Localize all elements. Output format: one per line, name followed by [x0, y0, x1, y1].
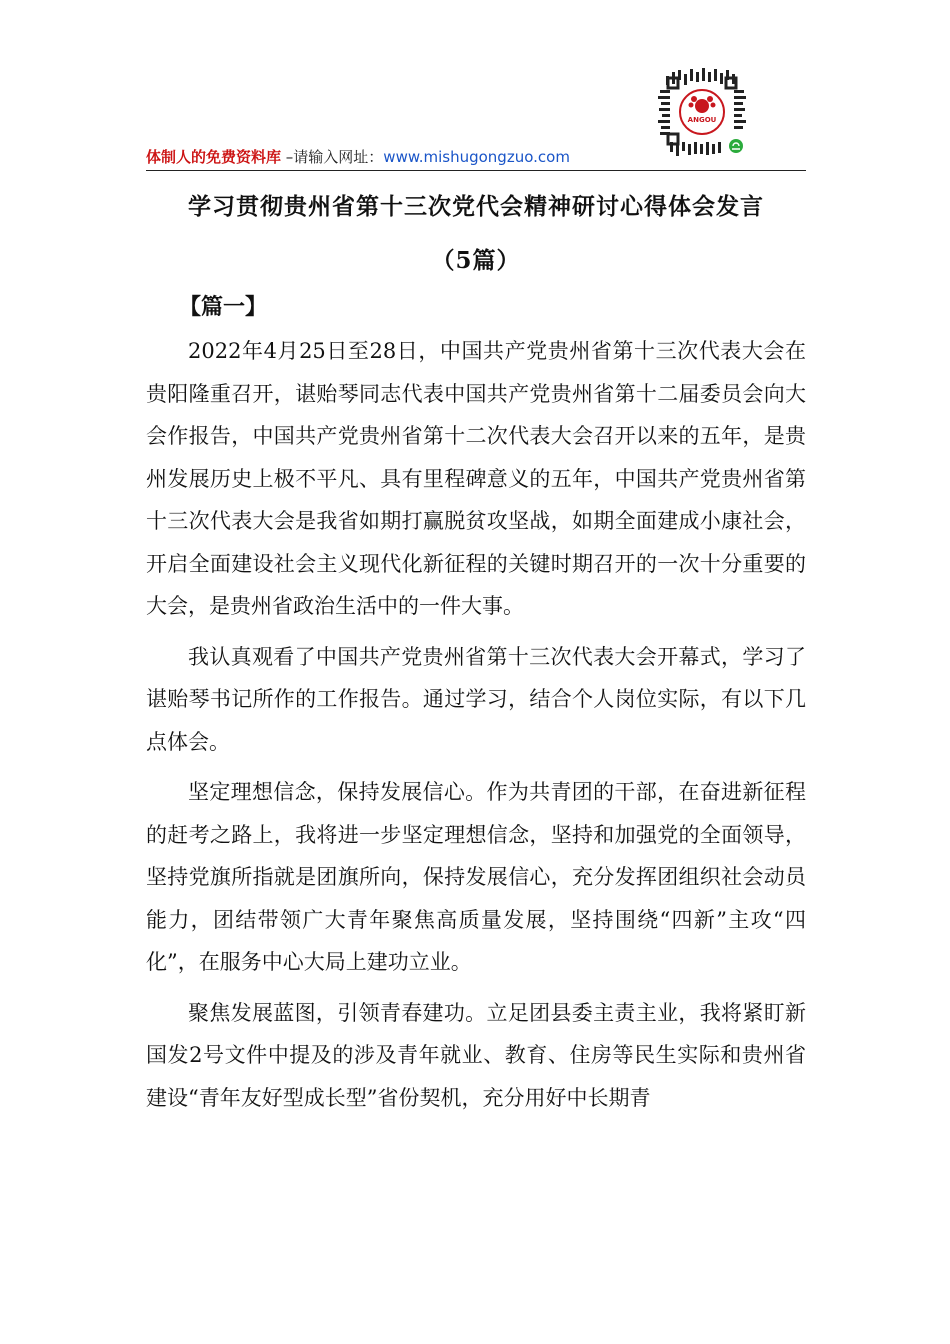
page-header — [146, 146, 806, 168]
paragraph: 2022年4月25日至28日，中国共产党贵州省第十三次代表大会在贵阳隆重召开，谌贻琴同志代表中国共产党贵州省第十二届委员会向大会作报告，中国共产党贵州省第十二次代表大会召开以来的五年，是贵州发展历史上极不平凡、具有里程碑意义的五年，中国共产党贵州省第十三次代表大会是我省如期打赢脱贫攻坚战，如期全面建成小康社会，开启全面建设社会主义现代化新征程的关键时期召开的一次十分重要的大会，是贵州省政治生活中的一件大事。 — [146, 339, 806, 618]
document-body — [146, 330, 806, 1119]
paragraph: 我认真观看了中国共产党贵州省第十三次代表大会开幕式，学习了谌贻琴书记所作的工作报告。通过学习，结合个人岗位实际，有以下几点体会。 — [146, 644, 806, 754]
qr-brand-text: ANGOU — [687, 116, 717, 124]
header-divider — [146, 170, 806, 171]
url-prompt: –请输入网址： — [281, 148, 384, 166]
paragraph: 坚定理想信念，保持发展信心。作为共青团的干部，在奋进新征程的赶考之路上，我将进一步坚定理想信念，坚持和加强党的全面领导，坚持党旗所指就是团旗所向，保持发展信心，充分发挥团组织社会动员能力，团结带领广大青年聚焦高质量发展，坚持围绕“四新”主攻“四化”，在服务中心大局上建功立业。 — [146, 780, 806, 974]
site-url[interactable]: www.mishugongzuo.com — [383, 148, 570, 166]
paragraph: 聚焦发展蓝图，引领青春建功。立足团县委主责主业，我将紧盯新国发2号文件中提及的涉及青年就业、教育、住房等民生实际和贵州省建设“青年友好型成长型”省份契机，充分用好中长期青 — [146, 1000, 806, 1110]
site-name: 体制人的免费资料库 — [146, 148, 282, 166]
document-title: 学习贯彻贵州省第十三次党代会精神研讨心得体会发言 — [188, 193, 764, 220]
section-heading: 【篇一】 — [179, 294, 268, 320]
document-subtitle: （5篇） — [431, 247, 521, 274]
qr-code-image — [656, 66, 748, 158]
